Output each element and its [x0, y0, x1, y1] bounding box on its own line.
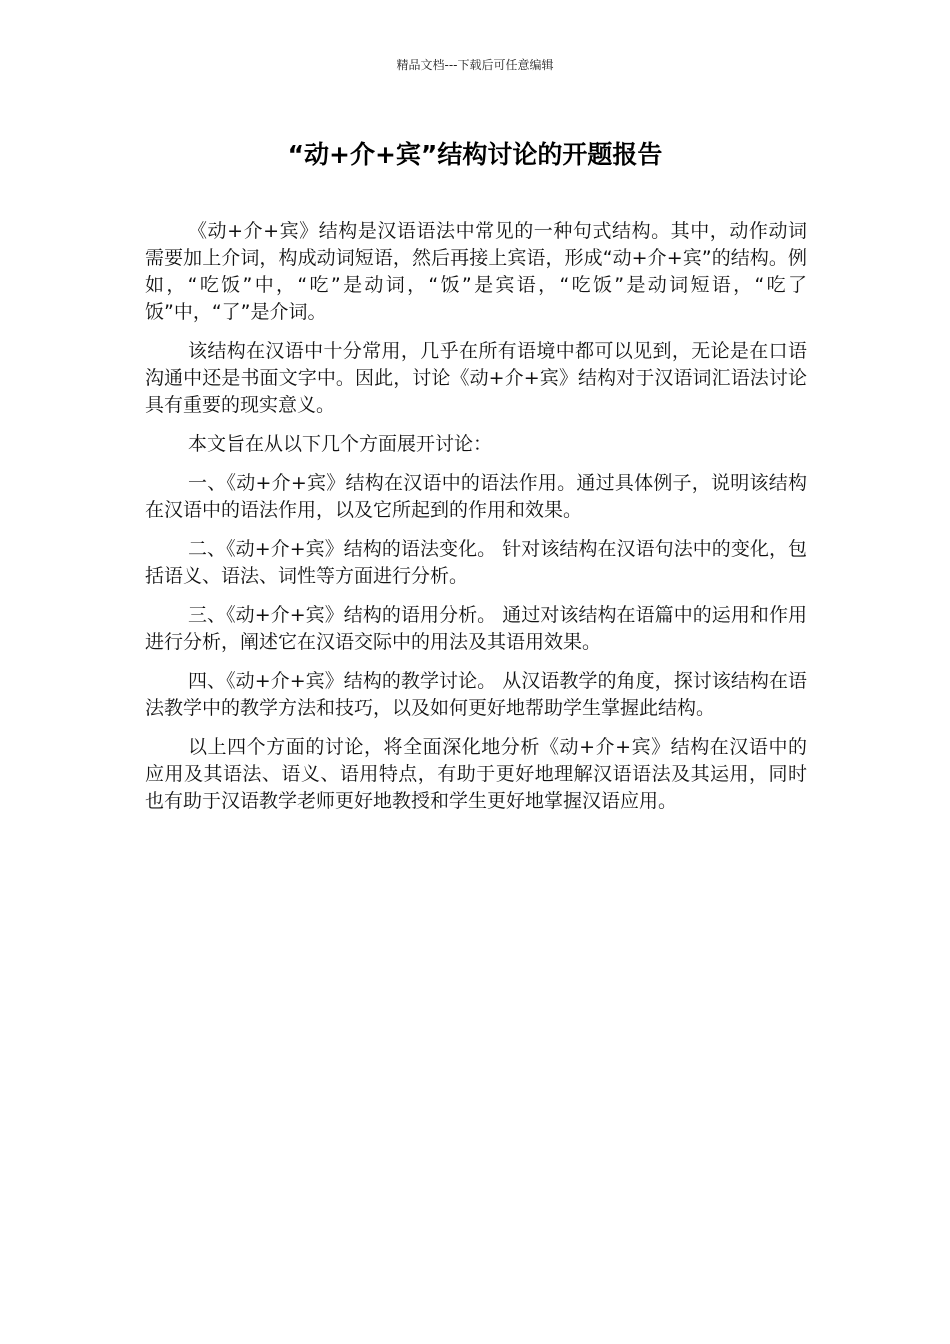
- paragraph-point-four: 四、《动+介+宾》结构的教学讨论。 从汉语教学的角度，探讨该结构在语法教学中的教学方法和技巧，以及如何更好地帮助学生掌握此结构。: [145, 670, 807, 719]
- paragraph-point-three: 三、《动+介+宾》结构的语用分析。 通过对该结构在语篇中的运用和作用进行分析，阐述它在汉语交际中的用法及其语用效果。: [145, 604, 807, 653]
- paragraph-conclusion: 以上四个方面的讨论，将全面深化地分析《动+介+宾》结构在汉语中的应用及其语法、语义、语用特点，有助于更好地理解汉语语法及其运用，同时也有助于汉语教学老师更好地教授和学生更好地掌握汉语应用。: [145, 736, 807, 812]
- paragraph-significance: 该结构在汉语中十分常用，几乎在所有语境中都可以见到，无论是在口语沟通中还是书面文字中。因此，讨论《动+介+宾》结构对于汉语词汇语法讨论具有重要的现实意义。: [145, 340, 807, 416]
- paragraph-intro: 《动+介+宾》结构是汉语语法中常见的一种句式结构。其中，动作动词需要加上介词，构成动词短语，然后再接上宾语，形成“动+介+宾”的结构。例如，“吃饭”中，“吃”是动词，“饭”是宾语，“吃饭”是动词短语，“吃了饭”中，“了”是介词。: [145, 220, 807, 323]
- paragraph-point-one: 一、《动+介+宾》结构在汉语中的语法作用。通过具体例子，说明该结构在汉语中的语法作用，以及它所起到的作用和效果。: [145, 472, 807, 521]
- paragraph-aims: 本文旨在从以下几个方面展开讨论：: [188, 433, 493, 455]
- document-body: [145, 218, 807, 827]
- paragraph-point-two: 二、《动+介+宾》结构的语法变化。 针对该结构在汉语句法中的变化，包括语义、语法、词性等方面进行分析。: [145, 538, 807, 587]
- page-header: 精品文档---下载后可任意编辑: [396, 58, 554, 72]
- document-title: “动+介+宾”结构讨论的开题报告: [287, 140, 663, 169]
